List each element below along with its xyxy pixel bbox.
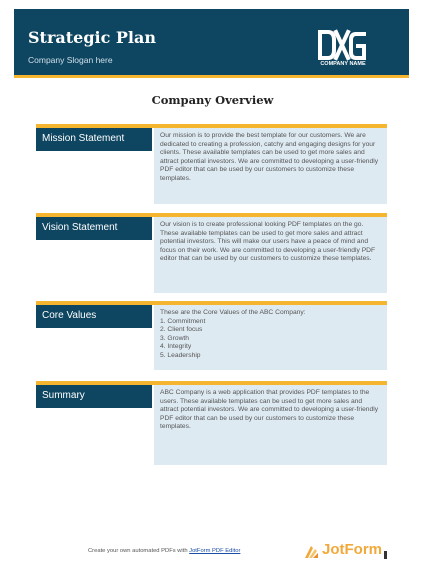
core-values-intro: These are the Core Values of the ABC Company: (160, 309, 306, 316)
core-values-body (154, 305, 387, 370)
list-item: 2. Client focus (160, 326, 203, 334)
core-values-list (160, 318, 381, 361)
header-accent-stripe (14, 75, 409, 78)
vision-section (36, 213, 387, 293)
jotform-brand-text: JotForm (322, 541, 382, 558)
core-values-label: Core Values (36, 305, 152, 328)
list-item: 1. Commitment (160, 317, 206, 325)
list-item: 3. Growth (160, 334, 189, 342)
vision-text: Our vision is to create professional looking PDF templates on the go. These available templates can be used to get more sales and attract potential investors. This will make our users have a peace of mind and focus on their work. We are committed to developing a user-friendly PDF editor that can be used by our customers to customize these templates. (160, 221, 376, 263)
company-slogan: Company Slogan here (28, 55, 113, 65)
mission-text: Our mission is to provide the best template for our customers. We are dedicated to creating a profession, catchy and engaging designs for your clients. These available templates can be used to get more sales and attract potential investors. We are committed to developing a user-friendly PDF editor that can be used by our customers to customize these templates. (160, 132, 379, 182)
company-name-text: COMPANY NAME (320, 61, 366, 67)
mission-label: Mission Statement (36, 128, 152, 151)
summary-body (154, 385, 387, 465)
list-item: 4. Integrity (160, 343, 192, 351)
summary-label: Summary (36, 385, 152, 408)
summary-section (36, 381, 387, 465)
company-logo-icon (316, 28, 368, 62)
vision-body (154, 217, 387, 293)
footer-note (88, 548, 240, 554)
mission-section (36, 124, 387, 204)
core-values-section (36, 301, 387, 370)
footer-corner-mark (384, 551, 387, 559)
summary-text: ABC Company is a web application that provides PDF templates to the users. These available templates can be used to get more sales and attract potential investors. We are committed to developing a user-friendly PDF editor that can be used by our customers to customize these templates. (160, 389, 379, 431)
jotform-logo-icon (302, 543, 320, 561)
footer-text: Create your own automated PDFs with (88, 548, 190, 554)
document-title: Strategic Plan (28, 28, 156, 47)
overview-heading: Company Overview (151, 93, 274, 107)
jotform-pdf-editor-link[interactable]: JotForm PDF Editor (189, 548, 241, 554)
list-item: 5. Leadership (160, 351, 201, 359)
mission-body (154, 128, 387, 204)
vision-label: Vision Statement (36, 217, 152, 240)
